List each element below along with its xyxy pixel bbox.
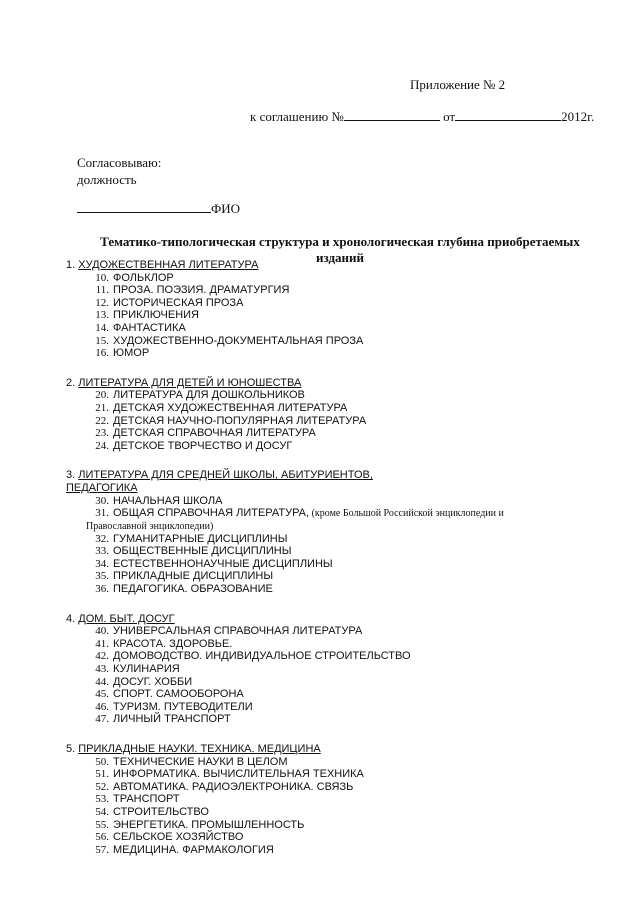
item-text: МЕДИЦИНА. ФАРМАКОЛОГИЯ	[113, 843, 274, 856]
section-title: ПРИКЛАДНЫЕ НАУКИ. ТЕХНИКА. МЕДИЦИНА	[78, 743, 321, 755]
item-number: 40.	[95, 625, 109, 638]
item-number: 10.	[95, 271, 109, 284]
item-text: СТРОИТЕЛЬСТВО	[113, 805, 209, 818]
agreement-year: 2012г.	[561, 109, 595, 124]
item-text: ОБЩЕСТВЕННЫЕ ДИСЦИПЛИНЫ	[113, 545, 292, 558]
item-number: 46.	[95, 700, 109, 713]
item-text: ТУРИЗМ. ПУТЕВОДИТЕЛИ	[113, 700, 253, 713]
item-number: 56.	[95, 831, 109, 844]
appendix-label: Приложение № 2	[410, 77, 506, 92]
section-title: ДОМ. БЫТ. ДОСУГ	[78, 612, 175, 625]
list-item	[66, 625, 626, 638]
list-item	[66, 844, 626, 857]
item-text: ДЕТСКОЕ ТВОРЧЕСТВО И ДОСУГ	[113, 439, 293, 452]
list-item	[66, 402, 626, 415]
section	[66, 259, 626, 360]
list-item	[66, 335, 626, 348]
list-item	[66, 495, 626, 508]
section-title: ЛИТЕРАТУРА ДЛЯ СРЕДНЕЙ ШКОЛЫ, АБИТУРИЕНТОВ, ПЕДАГОГИКА	[66, 469, 373, 494]
section	[66, 377, 626, 453]
list-item	[66, 558, 626, 571]
item-text: КРАСОТА. ЗДОРОВЬЕ.	[113, 637, 233, 650]
list-item	[66, 676, 626, 689]
section-heading	[66, 259, 386, 272]
agreement-from: от	[443, 109, 456, 124]
item-text: ПРОЗА. ПОЭЗИЯ. ДРАМАТУРГИЯ	[113, 284, 290, 297]
section	[66, 743, 626, 856]
list-item	[66, 638, 626, 651]
section-number: 4.	[66, 612, 76, 625]
item-number: 45.	[95, 688, 109, 701]
section	[66, 613, 626, 726]
agreement-line	[250, 108, 594, 125]
item-text: УНИВЕРСАЛЬНАЯ СПРАВОЧНАЯ ЛИТЕРАТУРА	[113, 625, 363, 638]
item-text: ФАНТАСТИКА	[113, 321, 186, 334]
item-number: 44.	[95, 675, 109, 688]
item-text: ПРИКЛАДНЫЕ ДИСЦИПЛИНЫ	[113, 570, 274, 583]
section-number: 3.	[66, 469, 76, 482]
item-text: ЛИТЕРАТУРА ДЛЯ ДОШКОЛЬНИКОВ	[113, 389, 305, 402]
section-number: 1.	[66, 259, 76, 271]
fio-label: ФИО	[211, 201, 241, 216]
item-number: 32.	[95, 532, 109, 545]
item-number: 50.	[95, 755, 109, 768]
item-number: 21.	[95, 401, 109, 414]
item-text: СПОРТ. САМООБОРОНА	[113, 688, 244, 701]
item-number: 52.	[95, 780, 109, 793]
section-heading	[66, 469, 386, 494]
position-label: должность	[77, 172, 137, 187]
item-text: ЕСТЕСТВЕННОНАУЧНЫЕ ДИСЦИПЛИНЫ	[113, 557, 333, 570]
list-item	[66, 297, 626, 310]
list-item	[66, 756, 626, 769]
item-number: 11.	[95, 284, 109, 297]
title-line-2: изданий	[315, 250, 365, 265]
item-text: ТЕХНИЧЕСКИЕ НАУКИ В ЦЕЛОМ	[113, 755, 288, 768]
section-number: 5.	[66, 743, 76, 755]
item-number: 14.	[95, 321, 109, 334]
item-note-continued: Православной энциклопедии)	[86, 520, 214, 532]
section-number: 2.	[66, 376, 76, 389]
item-number: 22.	[95, 414, 109, 427]
list-item	[66, 650, 626, 663]
item-text: ЭНЕРГЕТИКА. ПРОМЫШЛЕННОСТЬ	[113, 818, 305, 831]
item-text: ОБЩАЯ СПРАВОЧНАЯ ЛИТЕРАТУРА,	[113, 507, 310, 520]
item-text: ПЕДАГОГИКА. ОБРАЗОВАНИЕ	[113, 583, 273, 596]
item-number: 42.	[95, 650, 109, 663]
item-text: ДЕТСКАЯ НАУЧНО-ПОПУЛЯРНАЯ ЛИТЕРАТУРА	[113, 414, 367, 427]
section-title: ЛИТЕРАТУРА ДЛЯ ДЕТЕЙ И ЮНОШЕСТВА	[78, 376, 302, 389]
item-number: 23.	[95, 427, 109, 440]
agreement-date-blank[interactable]	[455, 108, 561, 121]
list-item	[66, 545, 626, 558]
section-heading	[66, 613, 386, 626]
item-text: СЕЛЬСКОЕ ХОЗЯЙСТВО	[113, 831, 244, 844]
agreement-number-blank[interactable]	[344, 108, 440, 121]
list-item	[66, 272, 626, 285]
item-number: 31.	[95, 507, 109, 520]
item-text: КУЛИНАРИЯ	[113, 663, 180, 676]
item-number: 12.	[95, 296, 109, 309]
item-note: (кроме Большой Российской энциклопедии и	[309, 508, 504, 520]
item-number: 53.	[95, 793, 109, 806]
item-number: 41.	[95, 637, 109, 650]
item-text: ДЕТСКАЯ ХУДОЖЕСТВЕННАЯ ЛИТЕРАТУРА	[113, 401, 348, 414]
item-number: 57.	[95, 843, 109, 856]
list-item	[66, 831, 626, 844]
signature-line	[77, 200, 240, 217]
list-item	[66, 389, 626, 402]
item-number: 43.	[95, 663, 109, 676]
list-item	[66, 427, 626, 440]
item-text: ДОСУГ. ХОББИ	[113, 675, 193, 688]
list-item	[66, 781, 626, 794]
list-item	[66, 440, 626, 453]
list-item	[66, 663, 626, 676]
list-item	[66, 806, 626, 819]
item-text: ТРАНСПОРТ	[113, 793, 180, 806]
item-number: 47.	[95, 713, 109, 726]
list-item	[66, 347, 626, 360]
list-item	[66, 507, 626, 521]
item-text: ПРИКЛЮЧЕНИЯ	[113, 309, 199, 322]
signature-blank[interactable]	[77, 200, 211, 213]
item-text: ГУМАНИТАРНЫЕ ДИСЦИПЛИНЫ	[113, 532, 288, 545]
item-number: 24.	[95, 439, 109, 452]
list-item	[66, 284, 626, 297]
item-number: 15.	[95, 334, 109, 347]
list-item	[66, 819, 626, 832]
item-text: ДОМОВОДСТВО. ИНДИВИДУАЛЬНОЕ СТРОИТЕЛЬСТВО	[113, 650, 411, 663]
item-number: 30.	[95, 494, 109, 507]
list-item	[66, 701, 626, 714]
item-number: 35.	[95, 570, 109, 583]
item-text: НАЧАЛЬНАЯ ШКОЛА	[113, 494, 223, 507]
list-item	[66, 768, 626, 781]
sections-list	[66, 259, 626, 873]
list-item	[66, 415, 626, 428]
list-item	[66, 309, 626, 322]
item-number: 54.	[95, 805, 109, 818]
section-heading	[66, 743, 386, 756]
item-text: ЛИЧНЫЙ ТРАНСПОРТ	[113, 713, 231, 726]
item-text: ИНФОРМАТИКА. ВЫЧИСЛИТЕЛЬНАЯ ТЕХНИКА	[113, 768, 364, 781]
item-number: 36.	[95, 583, 109, 596]
section	[66, 469, 626, 595]
agree-label: Согласовываю:	[77, 155, 162, 170]
item-text: ФОЛЬКЛОР	[113, 271, 174, 284]
item-number: 20.	[95, 389, 109, 402]
list-item	[66, 793, 626, 806]
item-text: АВТОМАТИКА. РАДИОЭЛЕКТРОНИКА. СВЯЗЬ	[113, 780, 354, 793]
item-text: ИСТОРИЧЕСКАЯ ПРОЗА	[113, 296, 244, 309]
item-number: 13.	[95, 309, 109, 322]
item-number: 34.	[95, 557, 109, 570]
list-item	[66, 322, 626, 335]
section-heading	[66, 377, 386, 390]
list-item	[66, 713, 626, 726]
title-line-1: Тематико-типологическая структура и хронологическая глубина приобретаемых	[100, 234, 580, 249]
list-item	[66, 533, 626, 546]
section-title: ХУДОЖЕСТВЕННАЯ ЛИТЕРАТУРА	[78, 259, 259, 271]
item-text: ДЕТСКАЯ СПРАВОЧНАЯ ЛИТЕРАТУРА	[113, 427, 316, 440]
item-number: 33.	[95, 545, 109, 558]
list-item	[66, 583, 626, 596]
item-text: ХУДОЖЕСТВЕННО-ДОКУМЕНТАЛЬНАЯ ПРОЗА	[113, 334, 364, 347]
item-number: 51.	[95, 768, 109, 781]
list-item	[66, 688, 626, 701]
item-number: 55.	[95, 818, 109, 831]
item-number: 16.	[95, 347, 109, 360]
item-text: ЮМОР	[113, 347, 150, 360]
agreement-prefix: к соглашению №	[250, 109, 344, 124]
list-item	[66, 570, 626, 583]
